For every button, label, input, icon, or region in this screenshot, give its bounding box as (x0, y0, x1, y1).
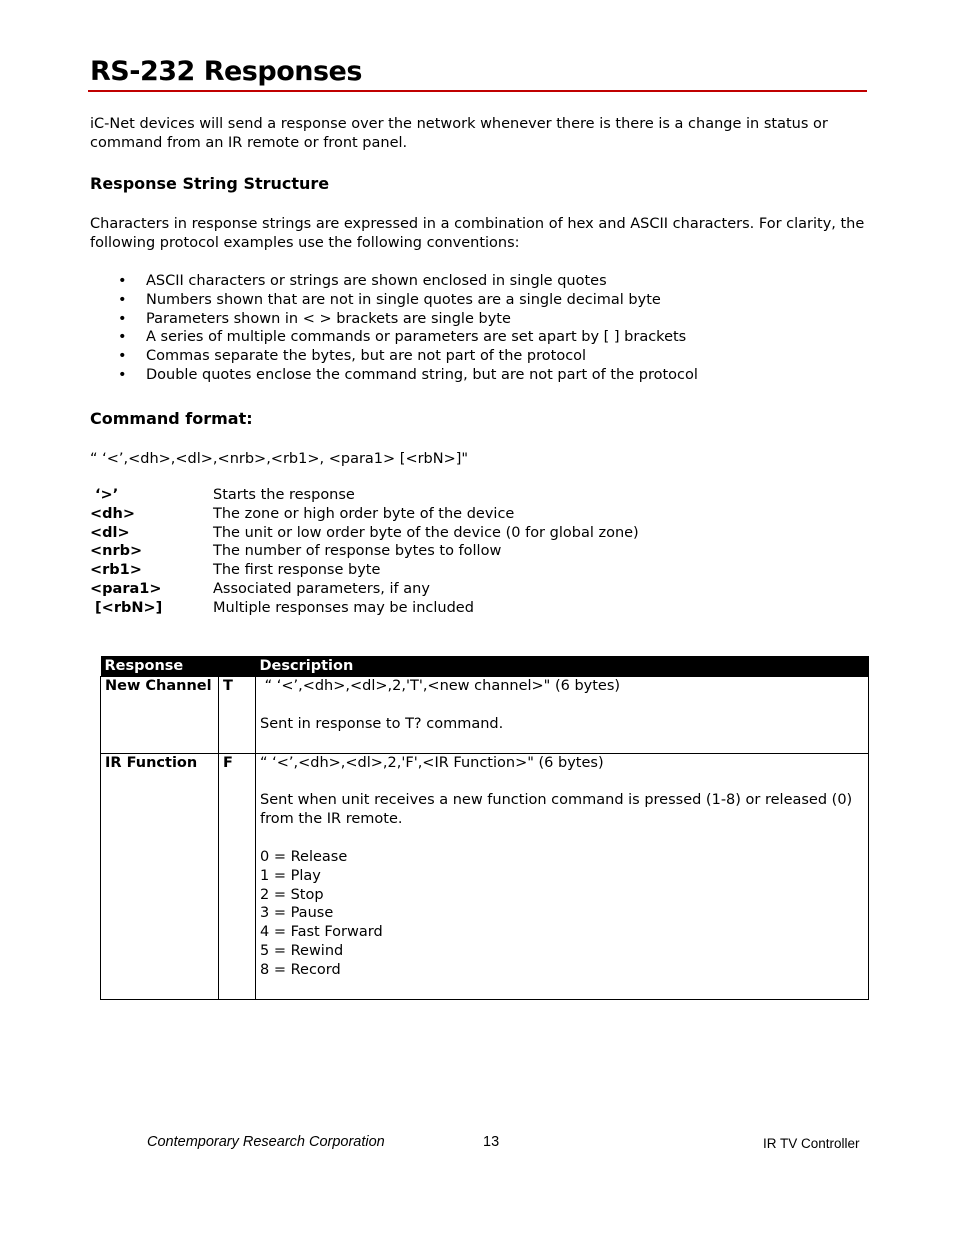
description-line (260, 980, 865, 999)
description-line (260, 696, 865, 715)
footer-product: IR TV Controller (763, 1136, 860, 1151)
definition-desc: The unit or low order byte of the device (0 for global zone) (213, 524, 639, 541)
definition-row (90, 486, 639, 505)
definition-row (90, 599, 639, 618)
definition-term: <rb1> (90, 562, 142, 579)
definition-term: [<rbN>] (90, 599, 163, 616)
column-header-response: Response (101, 656, 256, 677)
conventions-list (90, 272, 698, 385)
response-description (256, 753, 869, 999)
definition-row (90, 524, 639, 543)
intro-paragraph: iC-Net devices will send a response over the network whenever there is there is a change in status or command from an IR remote or front panel. (90, 116, 828, 151)
definitions-list (90, 486, 639, 618)
description-line (260, 772, 865, 791)
description-line: “ ‘<’,<dh>,<dl>,2,'F',<IR Function>" (6 bytes) (260, 754, 604, 771)
definition-row (90, 580, 639, 599)
description-line: 1 = Play (260, 867, 321, 884)
list-item: • Numbers shown that are not in single quotes are a single decimal byte (90, 291, 698, 310)
definition-term: <dh> (90, 505, 136, 522)
definition-desc: Starts the response (213, 487, 355, 503)
description-line (260, 734, 865, 753)
definition-row (90, 542, 639, 561)
definition-term: <dl> (90, 524, 130, 541)
description-line: “ ‘<’,<dh>,<dl>,2,'T',<new channel>" (6 bytes) (260, 678, 621, 694)
list-item: • A series of multiple commands or parameters are set apart by [ ] brackets (90, 328, 698, 347)
response-name: New Channel (101, 677, 219, 754)
definition-term: ‘>’ (90, 487, 119, 503)
response-code: F (219, 753, 256, 999)
table-row (101, 677, 869, 754)
list-item: • ASCII characters or strings are shown enclosed in single quotes (90, 272, 698, 291)
footer-company: Contemporary Research Corporation (147, 1134, 385, 1150)
definition-term: <para1> (90, 580, 162, 597)
description-line: Sent when unit receives a new function command is pressed (1-8) or released (0) from the IR remote. (260, 792, 853, 828)
description-line: 5 = Rewind (260, 942, 344, 959)
title-divider (88, 90, 867, 92)
list-item: • Commas separate the bytes, but are not part of the protocol (90, 347, 698, 366)
section-heading-format: Command format: (90, 409, 253, 428)
definition-row (90, 505, 639, 524)
table-header-row (101, 656, 869, 677)
definition-row (90, 561, 639, 580)
definition-desc: Multiple responses may be included (213, 599, 474, 616)
responses-table (100, 656, 869, 1000)
list-item: • Double quotes enclose the command string, but are not part of the protocol (90, 366, 698, 385)
definition-desc: Associated parameters, if any (213, 580, 430, 597)
format-string: “ ‘<’,<dh>,<dl>,<nrb>,<rb1>, <para1> [<rbN>]" (90, 451, 469, 467)
footer-page-number: 13 (483, 1134, 500, 1150)
response-description (256, 677, 869, 754)
list-item: • Parameters shown in < > brackets are single byte (90, 310, 698, 329)
table-row (101, 753, 869, 999)
column-header-description: Description (256, 656, 869, 677)
description-line: 8 = Record (260, 961, 341, 978)
description-line (260, 829, 865, 848)
response-code: T (219, 677, 256, 754)
description-line: Sent in response to T? command. (260, 715, 504, 732)
description-line: 0 = Release (260, 848, 348, 865)
definition-desc: The zone or high order byte of the device (213, 505, 515, 522)
description-line: 2 = Stop (260, 886, 324, 903)
response-name: IR Function (101, 753, 219, 999)
definition-desc: The number of response bytes to follow (213, 543, 502, 560)
description-line: 3 = Pause (260, 905, 334, 922)
description-line: 4 = Fast Forward (260, 924, 383, 941)
page-title: RS-232 Responses (90, 56, 362, 87)
definition-term: <nrb> (90, 543, 143, 560)
structure-paragraph: Characters in response strings are expressed in a combination of hex and ASCII characters. For clarity, the following protocol examples use the following conventions: (90, 216, 865, 251)
definition-desc: The first response byte (213, 562, 381, 579)
section-heading-structure: Response String Structure (90, 174, 330, 193)
